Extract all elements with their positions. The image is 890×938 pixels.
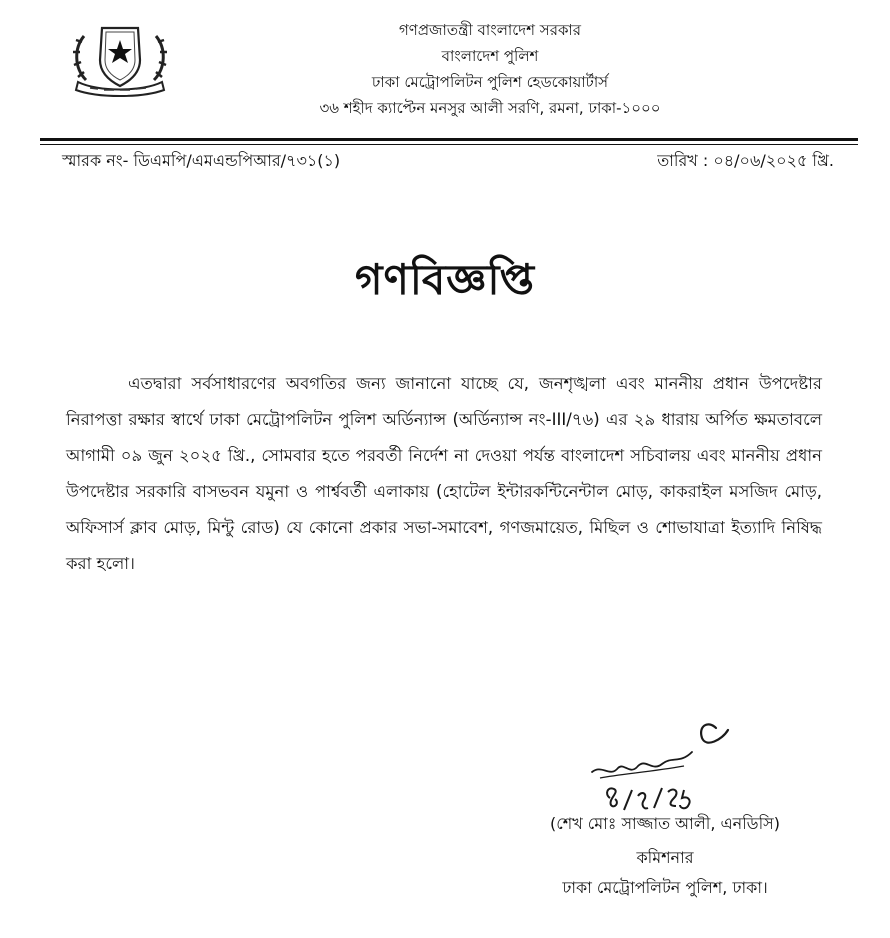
department-name: বাংলাদেশ পুলিশ bbox=[441, 47, 539, 65]
header-divider-thin bbox=[40, 144, 858, 145]
notice-body: এতদ্বারা সর্বসাধারণের অবগতির জন্য জানানো যাচ্ছে যে, জনশৃঙ্খলা এবং মাননীয় প্রধান উপদেষ্টার নিরাপত্তা রক্ষার স্বার্থে ঢাকা মেট্রোপলিটন পুলিশ অর্ডিন্যান্স (অর্ডিন্যান্স নং-III/৭৬) এর ২৯ ধারায় অর্পিত ক্ষমতাবলে আগামী ০৯ জুন ২০২৫ খ্রি., সোমবার হতে পরবর্তী নির্দেশ না দেওয়া পর্যন্ত বাংলাদেশ সচিবালয় এবং মাননীয় প্রধান উপদেষ্টার সরকারি বাসভবন যমুনা ও পার্শ্ববর্তী এলাকায় (হোটেল ইন্টারকন্টিনেন্টাল মোড়, কাকরাইল মসজিদ মোড়, অফিসার্স ক্লাব মোড়, মিন্টু রোড) যে কোনো প্রকার সভা-সমাবেশ, গণজমায়েত, মিছিল ও শোভাযাত্রা ইত্যাদি নিষিদ্ধ করা হলো। bbox=[66, 374, 822, 573]
signatory-designation: কমিশনার bbox=[636, 848, 694, 867]
memo-date: তারিখ : ০৪/০৬/২০২৫ খ্রি. bbox=[657, 151, 834, 170]
signatory-name: (শেখ মোঃ সাজ্জাত আলী, এনডিসি) bbox=[550, 814, 780, 833]
memo-reference: স্মারক নং- ডিএমপি/এমএন্ডপিআর/৭৩১(১) bbox=[62, 151, 341, 170]
notice-title: গণবিজ্ঞপ্তি bbox=[354, 255, 536, 304]
signatory-office: ঢাকা মেট্রোপলিটন পুলিশ, ঢাকা। bbox=[562, 878, 768, 897]
office-address: ৩৬ শহীদ ক্যাপ্টেন মনসুর আলী সরণি, রমনা, ঢাকা-১০০০ bbox=[319, 99, 661, 117]
handwritten-signature bbox=[580, 706, 740, 822]
office-name: ঢাকা মেট্রোপলিটন পুলিশ হেডকোয়ার্টার্স bbox=[371, 73, 609, 91]
govt-name: গণপ্রজাতন্ত্রী বাংলাদেশ সরকার bbox=[398, 21, 582, 39]
header-divider-thick bbox=[40, 138, 858, 141]
